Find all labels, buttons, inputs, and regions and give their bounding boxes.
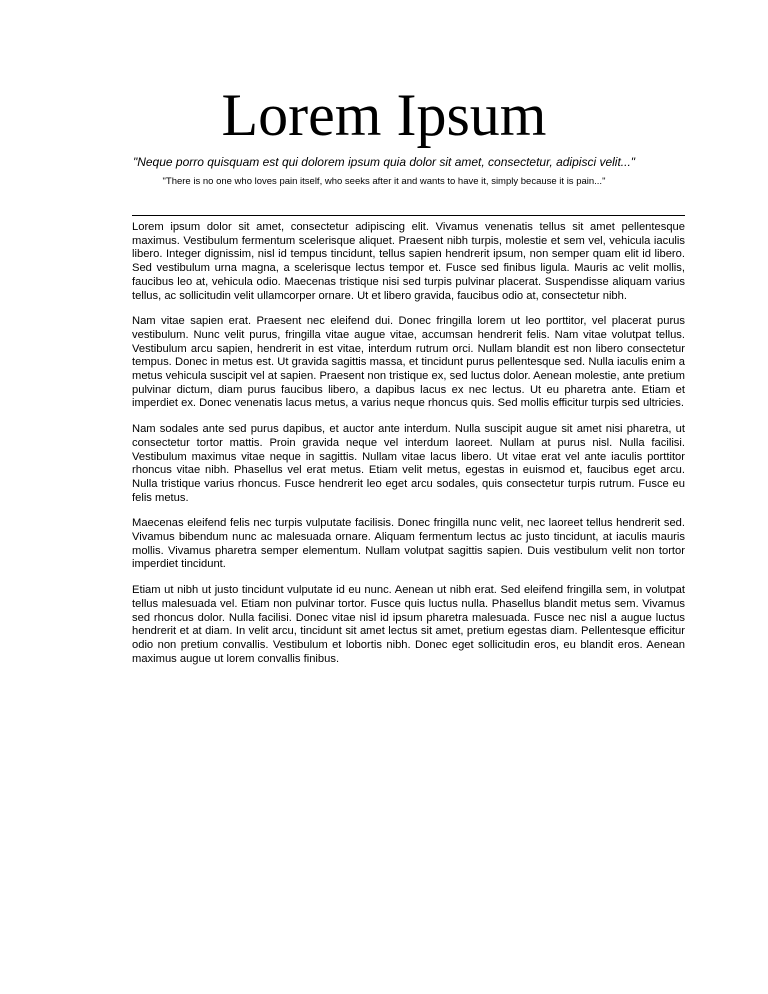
body-paragraph-1: Lorem ipsum dolor sit amet, consectetur adipiscing elit. Vivamus venenatis tellus sit amet pellentesque maximus. Vestibulum fermentum scelerisque aliquet. Praesent nibh turpis, molestie et sem vel, vehicula iaculis libero. Integer dignissim, nisl id tempus tincidunt, tellus sapien hendrerit ipsum, non semper quam elit id libero. Sed vestibulum urna magna, a scelerisque lectus tempor et. Fusce sed finibus ligula. Mauris ac velit mollis, faucibus leo at, vehicula odio. Maecenas tristique nisi sed turpis pulvinar placerat. Suspendisse aliquam varius tellus, ac sollicitudin velit ullamcorper ornare. Ut et libero gravida, faucibus odio at, consectetur nibh. <box>132 221 685 302</box>
body-text <box>132 221 685 678</box>
body-paragraph-5: Etiam ut nibh ut justo tincidunt vulputate id eu nunc. Aenean ut nibh erat. Sed eleifend fringilla sem, in volutpat tellus malesuada vel. Etiam non pulvinar tortor. Fusce quis luctus nulla. Phasellus blandit metus sem. Vivamus sed rhoncus dolor. Nulla facilisi. Donec vitae nisl id ipsum pharetra malesuada. Fusce nec nisl a augue luctus hendrerit et at diam. In velit arcu, tincidunt sit amet lectus sit amet, pretium egestas diam. Pellentesque efficitur odio non pretium convallis. Vestibulum et lobortis nibh. Donec eget sollicitudin eros, eu blandit eros. Aenean maximus augue ut lorem convallis finibus. <box>132 584 685 665</box>
primary-quote: "Neque porro quisquam est qui dolorem ipsum quia dolor sit amet, consectetur, adipisci velit..." <box>132 155 636 169</box>
document-title: Lorem Ipsum <box>221 82 547 148</box>
body-paragraph-2: Nam vitae sapien erat. Praesent nec eleifend dui. Donec fringilla lorem ut leo porttitor, vel placerat purus vestibulum. Nunc velit purus, fringilla vitae augue vitae, accumsan hendrerit felis. Nam vitae volutpat tellus. Vestibulum arcu sapien, hendrerit in est vitae, interdum rutrum orci. Nullam blandit est non libero consectetur tempus. Donec in metus est. Ut gravida sagittis massa, et tincidunt purus pellentesque sed. Nulla iaculis enim a metus vehicula suscipit vel at sapien. Praesent non tristique ex, sed luctus dolor. Aenean molestie, ante pretium pulvinar dictum, diam purus faucibus libero, a dapibus lacus ex nec lectus. Ut eu pharetra ante. Etiam et imperdiet ex. Donec venenatis lacus metus, a varius neque rhoncus quis. Sed mollis efficitur turpis sed ultricies. <box>132 315 685 410</box>
horizontal-divider <box>132 215 685 216</box>
body-paragraph-3: Nam sodales ante sed purus dapibus, et auctor ante interdum. Nulla suscipit augue sit amet nisi pharetra, ut consectetur tortor mattis. Proin gravida neque vel interdum laoreet. Nullam at purus nisl. Nulla facilisi. Vestibulum maximus vitae neque in sagittis. Nullam vitae lacus libero. Ut vitae erat vel ante iaculis porttitor rhoncus vitae nibh. Phasellus vel erat metus. Etiam velit metus, egestas in euismod et, faucibus eget arcu. Nulla tristique varius rhoncus. Fusce hendrerit leo eget arcu sodales, quis consectetur turpis rutrum. Fusce eu felis metus. <box>132 423 685 504</box>
secondary-quote: "There is no one who loves pain itself, who seeks after it and wants to have it, simply because it is pain..." <box>162 176 606 187</box>
body-paragraph-4: Maecenas eleifend felis nec turpis vulputate facilisis. Donec fringilla nunc velit, nec laoreet tellus hendrerit sed. Vivamus bibendum nunc ac malesuada ornare. Aliquam fermentum lectus ac justo tincidunt, at iaculis mauris mollis. Vivamus pharetra semper elementum. Nullam volutpat sagittis sapien. Duis vestibulum velit non tortor imperdiet tincidunt. <box>132 517 685 571</box>
